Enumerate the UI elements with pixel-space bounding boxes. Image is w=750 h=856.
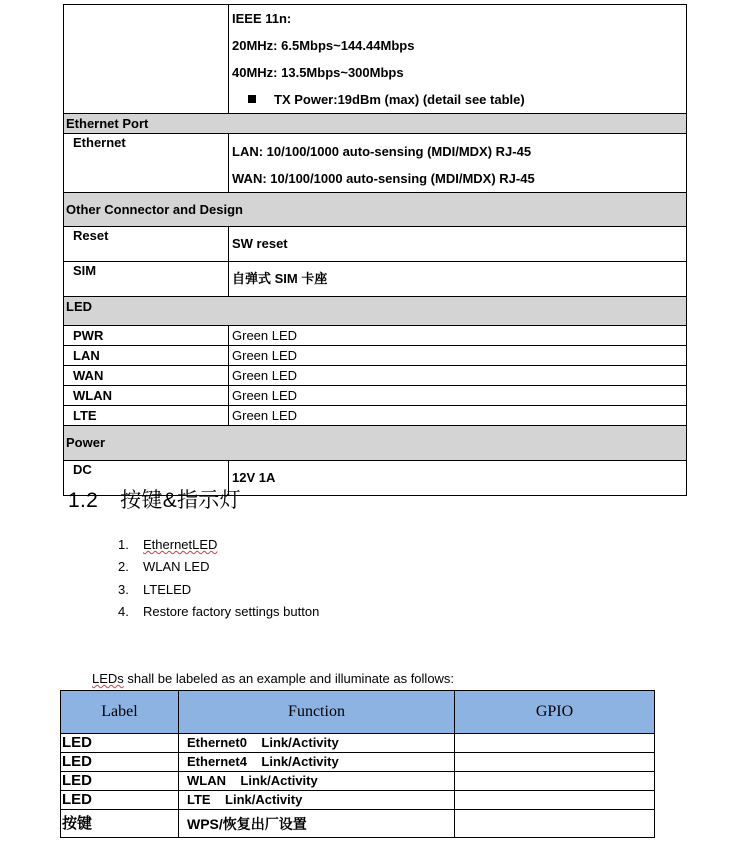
wifi-value-cell [229,5,687,114]
list-number: 2. [118,559,129,575]
section-title: Power [64,426,687,461]
led-row [64,346,687,366]
wifi-line: IEEE 11n: [232,11,292,26]
reset-value: SW reset [229,227,687,262]
reset-row [64,227,687,262]
section-led [64,297,687,326]
cell-function: WPS/恢复出厂设置 [179,810,455,838]
dc-value: 12V 1A [229,461,687,496]
list-item [118,534,319,556]
cell-label: LED [61,734,179,753]
list-text: Restore factory settings button [143,603,320,619]
led-name-cell [64,346,229,366]
table-row [61,753,655,772]
row-label: Reset [73,228,109,243]
led-name: WLAN [73,388,112,403]
row-label: DC [73,462,92,477]
row-label-cell [64,134,229,193]
sim-value: 自弹式 SIM 卡座 [229,262,687,297]
led-value: Green LED [229,366,687,386]
row-label-cell [64,227,229,262]
wifi-line: 20MHz: 6.5Mbps~144.44Mbps [232,38,415,53]
cell-gpio [455,734,655,753]
cell-function: Ethernet4 Link/Activity [179,753,455,772]
led-row [64,366,687,386]
list-text: EthernetLED [143,537,218,552]
wifi-row [64,5,687,114]
row-label-cell [64,262,229,297]
wifi-line: 40MHz: 13.5Mbps~300Mbps [232,65,404,80]
table-row [61,810,655,838]
led-row [64,386,687,406]
led-row [64,406,687,426]
section-heading [68,484,241,514]
note-rest: shall be labeled as an example and illuminate as follows: [123,671,455,686]
table-row [61,734,655,753]
table-row [61,772,655,791]
cell-label: LED [61,772,179,791]
list-number: 1. [118,537,129,552]
led-row [64,326,687,346]
feature-list [118,534,319,623]
cell-label: LED [61,791,179,810]
led-value: Green LED [229,346,687,366]
led-name-cell [64,386,229,406]
cell-gpio [455,753,655,772]
header-gpio: GPIO [455,691,655,734]
led-value: Green LED [229,326,687,346]
list-item [118,579,319,601]
list-number: 4. [118,603,129,619]
cell-function: WLAN Link/Activity [179,772,455,791]
led-name: LTE [73,408,97,423]
cell-function: Ethernet0 Link/Activity [179,734,455,753]
ethernet-line: WAN: 10/100/1000 auto-sensing (MDI/MDX) RJ-45 [232,171,535,186]
cell-label: 按键 [61,810,179,838]
header-label: Label [61,691,179,734]
section-title: Ethernet Port [64,114,687,134]
ethernet-line: LAN: 10/100/1000 auto-sensing (MDI/MDX) RJ-45 [232,144,532,159]
square-bullet-icon [248,95,256,103]
cell-function: LTE Link/Activity [179,791,455,810]
header-function: Function [179,691,455,734]
tx-power-line [232,86,686,113]
section-connector [64,193,687,227]
led-name: LAN [73,348,100,363]
row-label: Ethernet [73,135,126,150]
cell-gpio [455,772,655,791]
note-first-word: LEDs [92,671,124,686]
ethernet-value-cell [229,134,687,193]
spec-table [63,4,687,496]
ethernet-row [64,134,687,193]
tx-power-text: TX Power:19dBm (max) (detail see table) [274,92,525,107]
led-value: Green LED [229,406,687,426]
led-table [60,690,655,838]
led-name-cell [64,326,229,346]
list-item [118,556,319,578]
led-note [92,671,454,686]
led-table-header [61,691,655,734]
section-title: LED [64,297,687,326]
section-ethernet [64,114,687,134]
list-item [118,601,319,623]
list-number: 3. [118,581,129,597]
heading-number: 1.2 [68,489,99,512]
table-row [61,791,655,810]
section-power [64,426,687,461]
sim-row [64,262,687,297]
led-name-cell [64,406,229,426]
cell-gpio [455,810,655,838]
heading-text: 按键&指示灯 [120,489,241,512]
section-title: Other Connector and Design [64,193,687,227]
cell-label: LED [61,753,179,772]
led-name: WAN [73,368,104,383]
led-name-cell [64,366,229,386]
led-name: PWR [73,328,104,343]
row-label: SIM [73,263,97,278]
list-text: WLAN LED [143,559,210,575]
cell-gpio [455,791,655,810]
wifi-label-cell [64,5,229,114]
led-value: Green LED [229,386,687,406]
list-text: LTELED [143,581,192,597]
